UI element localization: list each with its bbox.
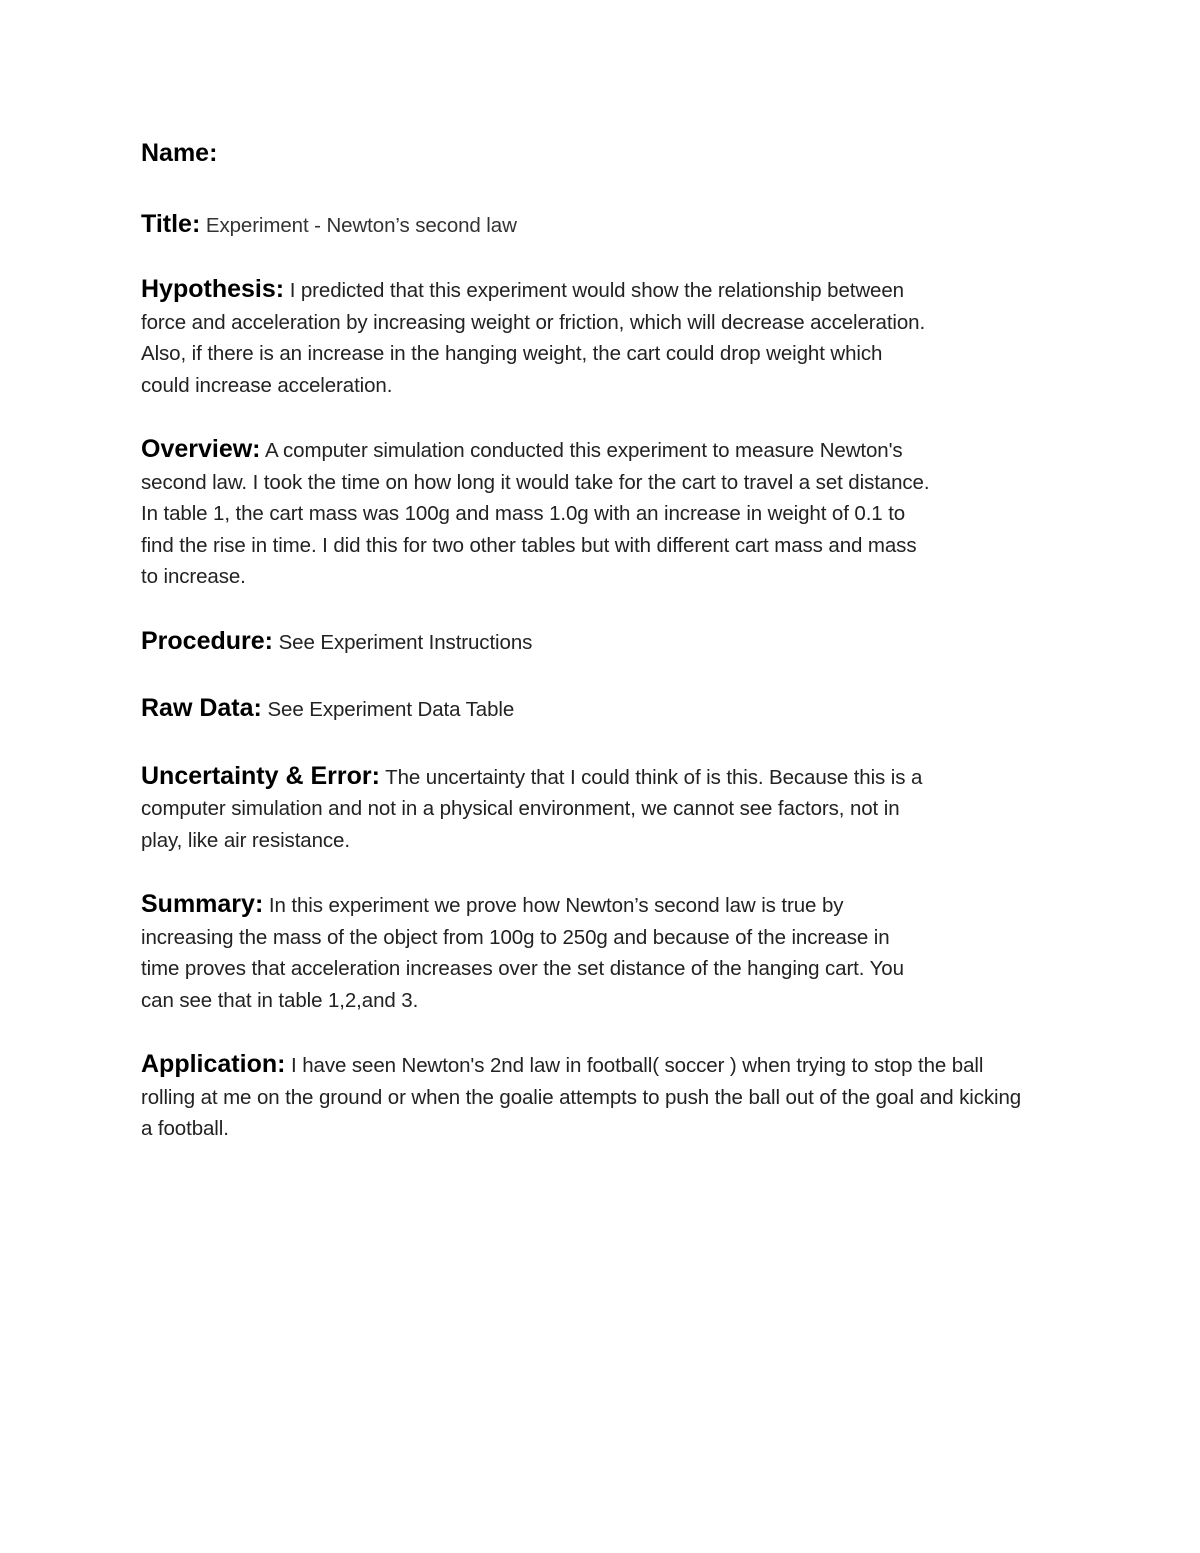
summary-text: In this experiment we prove how Newton’s second law is true by xyxy=(263,894,844,917)
application-section xyxy=(141,1049,1181,1145)
hypothesis-label: Hypothesis: xyxy=(141,275,285,303)
summary-line xyxy=(141,889,1181,922)
uncertainty-section xyxy=(141,761,1181,857)
raw-data-value: See Experiment Data Table xyxy=(267,698,515,721)
overview-line: second law. I took the time on how long it would take for the cart to travel a set distance. xyxy=(141,470,930,494)
title-section xyxy=(141,209,1181,242)
uncertainty-label: Uncertainty & Error: xyxy=(141,761,380,790)
summary-line: increasing the mass of the object from 100g to 250g and because of the increase in xyxy=(141,925,890,949)
uncertainty-line: play, like air resistance. xyxy=(141,828,350,852)
summary-line: time proves that acceleration increases over the set distance of the hanging cart. You xyxy=(141,957,904,980)
name-label: Name: xyxy=(141,139,218,167)
overview-section xyxy=(141,434,1181,593)
hypothesis-text: I predicted that this experiment would show the relationship between xyxy=(284,279,904,302)
hypothesis-line: could increase acceleration. xyxy=(141,373,393,397)
hypothesis-line: Also, if there is an increase in the hanging weight, the cart could drop weight which xyxy=(141,342,883,365)
application-label: Application: xyxy=(141,1050,286,1078)
application-line: a football. xyxy=(141,1117,229,1140)
uncertainty-text: The uncertainty that I could think of is this. Because this is a xyxy=(379,765,923,789)
raw-data-label: Raw Data: xyxy=(141,694,262,722)
uncertainty-line xyxy=(141,761,1181,794)
procedure-section xyxy=(141,626,1181,659)
name-section xyxy=(141,138,1181,171)
overview-line xyxy=(141,434,1181,467)
raw-data-section xyxy=(141,693,1181,726)
overview-line: In table 1, the cart mass was 100g and mass 1.0g with an increase in weight of 0.1 to xyxy=(141,502,906,525)
hypothesis-section xyxy=(141,274,1181,401)
overview-line: to increase. xyxy=(141,565,246,588)
summary-label: Summary: xyxy=(141,890,264,918)
overview-text: A computer simulation conducted this experiment to measure Newton's xyxy=(260,439,903,462)
procedure-label: Procedure: xyxy=(141,626,273,655)
procedure-value: See Experiment Instructions xyxy=(278,630,533,654)
title-label: Title: xyxy=(141,209,201,238)
overview-line: find the rise in time. I did this for two other tables but with different cart mass and mass xyxy=(141,533,917,557)
application-line: rolling at me on the ground or when the goalie attempts to push the ball out of the goal and kicking xyxy=(141,1085,1022,1109)
hypothesis-line: force and acceleration by increasing weight or friction, which will decrease acceleration. xyxy=(141,310,926,334)
application-text: I have seen Newton's 2nd law in football( soccer ) when trying to stop the ball xyxy=(285,1054,984,1077)
application-line xyxy=(141,1049,1181,1082)
summary-line: can see that in table 1,2,and 3. xyxy=(141,988,419,1012)
title-value: Experiment - Newton’s second law xyxy=(205,213,517,237)
uncertainty-line: computer simulation and not in a physical environment, we cannot see factors, not in xyxy=(141,797,900,820)
summary-section xyxy=(141,889,1181,1016)
hypothesis-line xyxy=(141,274,1181,307)
document-page xyxy=(141,138,1181,1175)
overview-label: Overview: xyxy=(141,435,261,463)
